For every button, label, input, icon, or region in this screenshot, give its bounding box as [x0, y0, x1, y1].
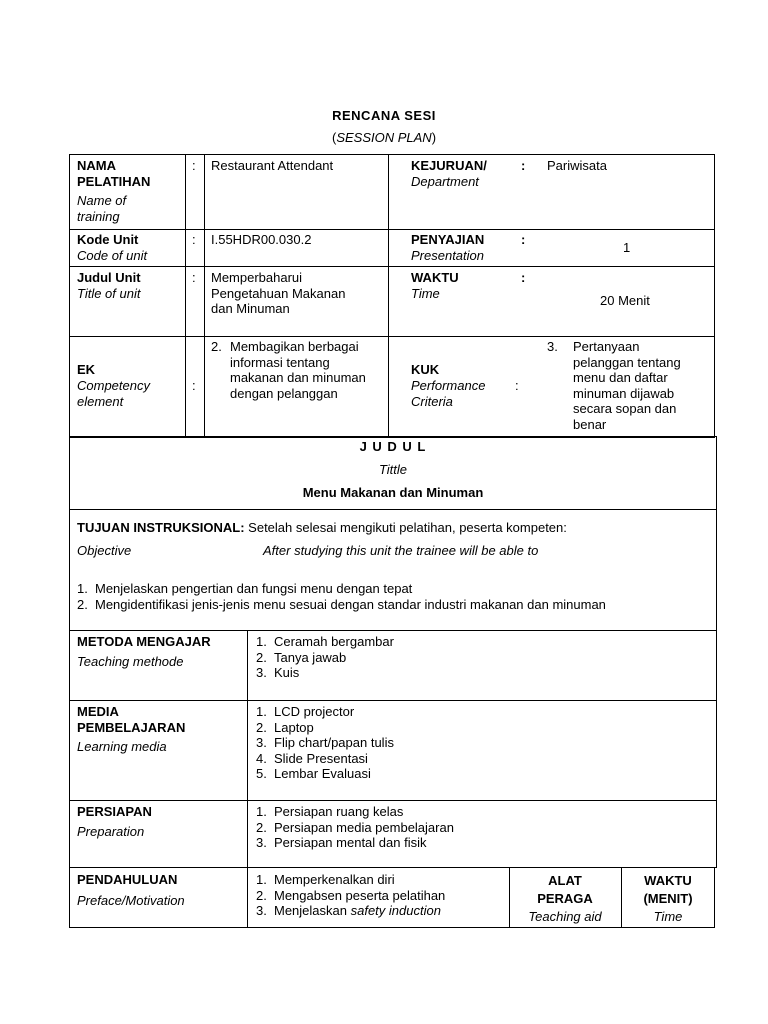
tujuan-list	[77, 581, 606, 612]
kuk-en: Performance Criteria	[411, 378, 486, 409]
persiapan-en: Preparation	[77, 824, 145, 839]
pendahuluan-list	[256, 872, 445, 919]
media-list	[256, 704, 394, 782]
metoda-list	[256, 634, 394, 681]
media-label: MEDIA PEMBELAJARAN	[77, 704, 186, 735]
waktu-en: Time	[411, 286, 440, 301]
colon: :	[521, 158, 526, 173]
judul-en: Tittle	[378, 462, 408, 477]
judul-heading: J U D U L	[359, 439, 427, 454]
colon: :	[192, 270, 196, 285]
alat-peraga-header: ALAT PERAGA Teaching aid	[528, 873, 602, 924]
document-subtitle: (SESSION PLAN)	[331, 130, 437, 145]
nama-pelatihan-label: NAMA PELATIHAN	[77, 158, 151, 189]
kuk-value: Pertanyaan pelanggan tentang menu dan daftar minuman dijawab secara sopan dan benar	[573, 339, 681, 432]
kejuruan-value: Pariwisata	[547, 158, 607, 173]
list-item: 1. Ceramah bergambar	[256, 634, 394, 649]
colon: :	[192, 232, 196, 247]
nama-pelatihan-value: Restaurant Attendant	[211, 158, 334, 173]
judul-unit-label: Judul Unit	[77, 270, 141, 285]
waktu-value: 20 Menit	[600, 293, 650, 308]
pendahuluan-label: PENDAHULUAN	[77, 872, 178, 887]
list-item: 4. Slide Presentasi	[256, 750, 368, 766]
kejuruan-label: KEJURUAN/	[411, 158, 487, 173]
list-item: 1. Memperkenalkan diri	[256, 872, 395, 887]
colon: :	[521, 232, 526, 247]
kode-unit-label: Kode Unit	[77, 232, 139, 247]
list-item: 1. LCD projector	[256, 704, 355, 719]
waktu-menit-header: WAKTU (MENIT) Time	[643, 873, 693, 924]
media-en: Learning media	[77, 739, 167, 754]
list-item: 2. Laptop	[256, 719, 314, 735]
tujuan-text: TUJUAN INSTRUKSIONAL: Setelah selesai mengikuti pelatihan, peserta kompeten:	[77, 520, 567, 535]
persiapan-list	[256, 804, 454, 851]
judul-unit-value: Memperbaharui Pengetahuan Makanan dan Minuman	[211, 270, 346, 316]
waktu-label: WAKTU	[411, 270, 459, 285]
nama-pelatihan-en: Name of training	[77, 193, 127, 224]
list-item: 3. Menjelaskan safety induction	[256, 903, 441, 918]
ek-en: Competency element	[77, 378, 150, 409]
kuk-label: KUK	[411, 362, 440, 377]
list-item: 1. Menjelaskan pengertian dan fungsi menu dengan tepat	[77, 581, 413, 596]
list-item: 5. Lembar Evaluasi	[256, 766, 371, 781]
colon: :	[192, 158, 196, 173]
objective-label: Objective	[77, 543, 132, 558]
pendahuluan-en: Preface/Motivation	[77, 893, 185, 908]
document-title: RENCANA SESI	[332, 108, 436, 123]
list-item: 1. Persiapan ruang kelas	[256, 804, 404, 819]
penyajian-value: 1	[623, 240, 631, 255]
ek-label: EK	[77, 362, 96, 377]
judul-value: Menu Makanan dan Minuman	[302, 485, 484, 500]
penyajian-label: PENYAJIAN	[411, 232, 485, 247]
metoda-label: METODA MENGAJAR	[77, 634, 211, 649]
kode-unit-value: I.55HDR00.030.2	[211, 232, 312, 247]
list-item: 3. Flip chart/papan tulis	[256, 735, 394, 750]
ek-number: 2.	[211, 339, 222, 354]
list-item: 2. Persiapan media pembelajaran	[256, 819, 454, 835]
list-item: 2. Mengidentifikasi jenis-jenis menu sesuai dengan standar industri makanan dan minuman	[77, 596, 606, 612]
list-item: 3. Kuis	[256, 665, 300, 680]
kode-unit-en: Code of unit	[77, 248, 148, 263]
list-item: 3. Persiapan mental dan fisik	[256, 835, 427, 850]
metoda-en: Teaching methode	[77, 654, 184, 669]
kejuruan-en: Department	[411, 174, 479, 189]
colon: :	[521, 270, 526, 285]
ek-value: Membagikan berbagai informasi tentang makanan dan minuman dengan pelanggan	[230, 339, 366, 401]
penyajian-en: Presentation	[411, 248, 484, 263]
list-item: 2. Tanya jawab	[256, 649, 347, 665]
persiapan-label: PERSIAPAN	[77, 804, 152, 819]
objective-text: After studying this unit the trainee will be able to	[263, 543, 539, 558]
colon: :	[192, 378, 196, 393]
colon: :	[515, 378, 519, 393]
judul-unit-en: Title of unit	[77, 286, 141, 301]
list-item: 2. Mengabsen peserta pelatihan	[256, 887, 446, 903]
kuk-number: 3.	[547, 339, 558, 354]
